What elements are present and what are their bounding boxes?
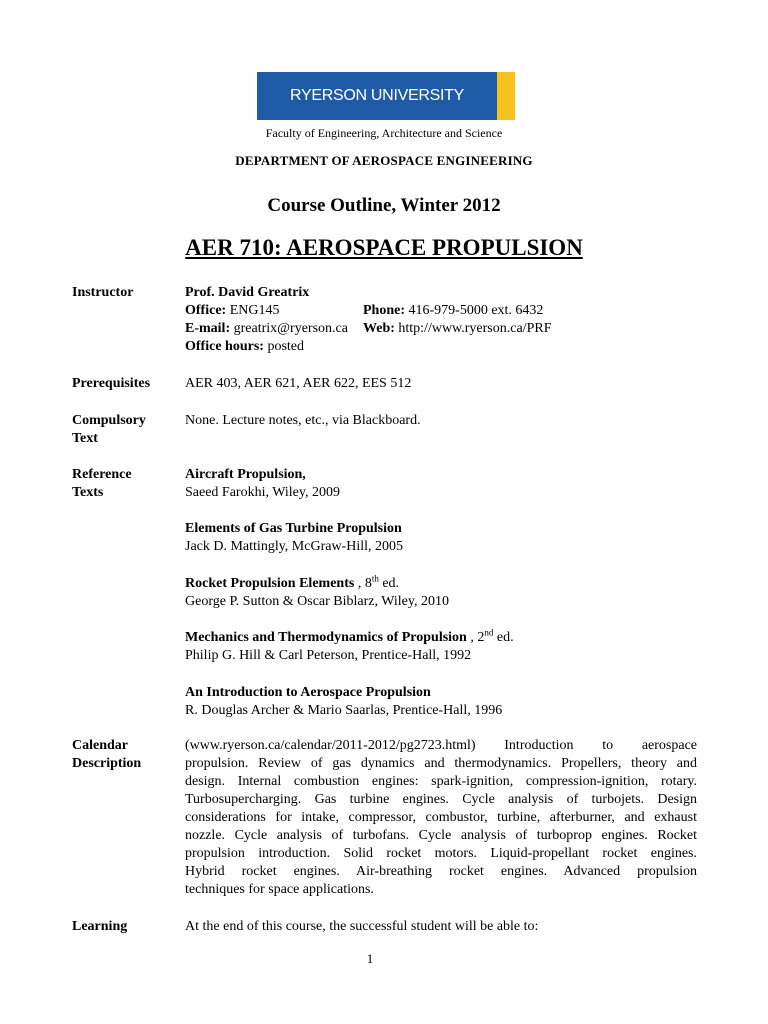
reference-label-line1: Reference	[72, 467, 132, 482]
book-title: An Introduction to Aerospace Propulsion	[185, 685, 431, 700]
email-value[interactable]: greatrix@ryerson.ca	[233, 321, 348, 336]
book-title-line	[185, 629, 514, 647]
calendar-label-line1: Calendar	[72, 738, 128, 753]
instructor-label: Instructor	[72, 285, 134, 300]
compulsory-label-line1: Compulsory	[72, 413, 146, 428]
book-edition-suffix: ed.	[378, 576, 400, 591]
office-hours-label: Office hours:	[185, 339, 264, 354]
learning-intro: At the end of this course, the successful student will be able to:	[185, 919, 539, 934]
description-line: nozzle. Cycle analysis of turbofans. Cycle analysis of turboprop engines. Rocket	[185, 828, 697, 843]
book-title: Rocket Propulsion Elements	[185, 576, 355, 591]
description-line: propulsion introduction. Solid rocket motors. Liquid-propellant rocket engines.	[185, 846, 697, 861]
faculty-name: Faculty of Engineering, Architecture and Science	[265, 126, 503, 140]
reference-book	[185, 466, 340, 502]
email-line	[185, 320, 348, 338]
office-hours-value: posted	[267, 339, 304, 354]
calendar-description	[185, 737, 697, 899]
book-authors: Jack D. Mattingly, McGraw-Hill, 2005	[185, 539, 403, 554]
office-value: ENG145	[229, 303, 280, 318]
description-line: techniques for space applications.	[185, 882, 374, 897]
department-name: DEPARTMENT OF AEROSPACE ENGINEERING	[235, 153, 533, 168]
logo-gold-bar	[497, 72, 515, 120]
office-hours-line	[185, 338, 304, 356]
office-line	[185, 302, 279, 320]
book-authors: R. Douglas Archer & Mario Saarlas, Prentice-Hall, 1996	[185, 703, 503, 718]
book-authors: Saeed Farokhi, Wiley, 2009	[185, 485, 340, 500]
book-edition: , 8	[354, 576, 372, 591]
book-edition-sup: nd	[484, 627, 494, 638]
university-logo	[257, 72, 515, 120]
description-line: propulsion. Review of gas dynamics and thermodynamics. Propellers, theory and	[185, 756, 697, 771]
phone-value: 416-979-5000 ext. 6432	[408, 303, 544, 318]
learning-label: Learning	[72, 919, 128, 934]
reference-book	[185, 629, 514, 665]
description-line: Turbosupercharging. Gas turbine engines. Cycle analysis of turbojets. Design	[185, 792, 697, 807]
book-title-line	[185, 575, 449, 593]
prerequisites-value: AER 403, AER 621, AER 622, EES 512	[185, 376, 412, 391]
page-number: 1	[366, 951, 374, 966]
office-label: Office:	[185, 303, 227, 318]
book-title: Mechanics and Thermodynamics of Propulsion	[185, 630, 467, 645]
instructor-name: Prof. David Greatrix	[185, 285, 310, 300]
compulsory-label-line2: Text	[72, 431, 98, 446]
reference-book	[185, 575, 449, 611]
calendar-label-line2: Description	[72, 756, 142, 771]
phone-line	[363, 302, 543, 320]
description-line: (www.ryerson.ca/calendar/2011-2012/pg2723.html) Introduction to aerospace	[185, 738, 697, 753]
web-line	[363, 320, 551, 338]
phone-label: Phone:	[363, 303, 405, 318]
course-title: AER 710: AEROSPACE PROPULSION	[185, 235, 583, 260]
email-label: E-mail:	[185, 321, 231, 336]
reference-book	[185, 520, 403, 556]
book-authors: Philip G. Hill & Carl Peterson, Prentice-Hall, 1992	[185, 648, 472, 663]
book-edition-sup: th	[371, 573, 379, 584]
compulsory-value: None. Lecture notes, etc., via Blackboard.	[185, 413, 421, 428]
description-line: design. Internal combustion engines: spark-ignition, compression-ignition, rotary.	[185, 774, 697, 789]
book-title: Elements of Gas Turbine Propulsion	[185, 521, 402, 536]
book-authors: George P. Sutton & Oscar Biblarz, Wiley, 2010	[185, 594, 449, 609]
reference-label-line2: Texts	[72, 485, 104, 500]
logo-text: RYERSON UNIVERSITY	[290, 87, 464, 104]
prerequisites-label: Prerequisites	[72, 376, 151, 391]
book-edition: , 2	[466, 630, 485, 645]
book-title: Aircraft Propulsion,	[185, 467, 306, 482]
web-label: Web:	[363, 321, 395, 336]
reference-book	[185, 684, 502, 720]
outline-title: Course Outline, Winter 2012	[267, 195, 501, 216]
web-link[interactable]: http://www.ryerson.ca/PRF	[398, 321, 552, 336]
book-edition-suffix: ed.	[493, 630, 514, 645]
description-line: Hybrid rocket engines. Air-breathing rocket engines. Advanced propulsion	[185, 864, 697, 879]
description-line: considerations for intake, compressor, combustor, turbine, afterburner, and exhaust	[185, 810, 697, 825]
